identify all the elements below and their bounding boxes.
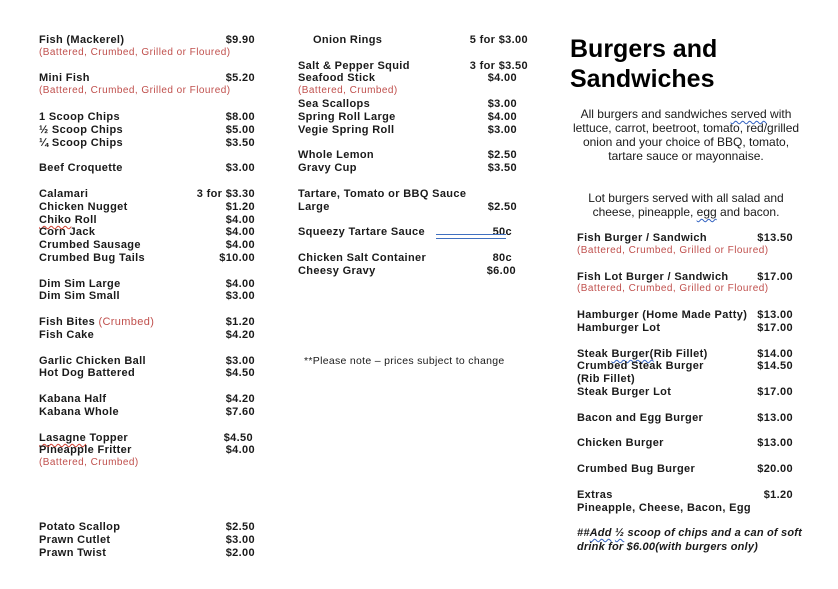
item-name: Tartare, Tomato or BBQ Sauce	[298, 188, 467, 200]
item-price: $5.00	[225, 124, 255, 136]
item-price: $9.90	[225, 34, 255, 46]
item-price: $13.50	[757, 232, 793, 244]
section-title-line-2: Sandwiches	[570, 65, 715, 93]
burger-intro-text	[570, 107, 802, 163]
promo-text-b: Add	[589, 527, 612, 539]
item-name: Sea Scallops	[298, 98, 371, 110]
item-price: $3.50	[487, 162, 517, 174]
item-price: $4.00	[225, 239, 255, 251]
item-price: $17.00	[757, 322, 793, 334]
spellcheck-word: Lasagne	[39, 432, 87, 444]
item-options: (Battered, Crumbed, Grilled or Floured)	[39, 85, 231, 96]
grammar-marker	[436, 234, 506, 239]
item-price: $3.00	[225, 534, 255, 546]
item-name: Kabana Half	[39, 393, 107, 405]
item-price: $13.00	[757, 437, 793, 449]
promo-text-d: ½	[614, 527, 625, 539]
section-title	[570, 34, 717, 94]
item-name: Prawn Cutlet	[39, 534, 111, 546]
item-name: Fish Lot Burger / Sandwich	[577, 271, 729, 283]
item-price: $14.00	[757, 348, 793, 360]
item-name: Hamburger Lot	[577, 322, 661, 334]
item-name: Calamari	[39, 188, 89, 200]
item-price: 50c	[492, 226, 512, 238]
item-name: Spring Roll Large	[298, 111, 396, 123]
item-name: Prawn Twist	[39, 547, 107, 559]
item-name-rest: Topper	[86, 432, 129, 444]
item-price: $6.00	[486, 265, 516, 277]
item-name: Crumbed Bug Tails	[39, 252, 145, 264]
item-name: Salt & Pepper Squid	[298, 60, 410, 72]
item-name: (Rib Fillet)	[577, 373, 635, 385]
item-price: $20.00	[757, 463, 793, 475]
item-name: Garlic Chicken Ball	[39, 355, 146, 367]
item-name-text: Fish Bites	[39, 316, 96, 328]
item-price: $4.00	[225, 226, 255, 238]
item-name: Corn Jack	[39, 226, 96, 238]
item-name: Kabana Whole	[39, 406, 119, 418]
item-name: Mini Fish	[39, 72, 90, 84]
price-disclaimer: **Please note – prices subject to change	[304, 355, 505, 367]
item-name: ¼ Scoop Chips	[39, 137, 124, 149]
item-price: $3.00	[225, 290, 255, 302]
intro-text-c: with lettuce, carrot, beetroot, tomato, red/grilled onion and your choice of BBQ, tomato, tartare sauce or mayonnaise.	[572, 107, 800, 163]
item-price: $5.20	[225, 72, 255, 84]
item-name: Extras	[577, 489, 613, 501]
item-price: $7.60	[225, 406, 255, 418]
item-price: $13.00	[757, 412, 793, 424]
item-name: ½ Scoop Chips	[39, 124, 124, 136]
item-price: $4.00	[487, 72, 517, 84]
item-options: (Crumbed)	[98, 316, 155, 328]
item-price: $4.00	[225, 444, 255, 456]
item-name: Bacon and Egg Burger	[577, 412, 704, 424]
promo-text-e: scoop of chips and a can of soft drink for $6.00(with burgers only)	[577, 527, 802, 553]
item-options: (Battered, Crumbed)	[298, 85, 398, 96]
item-name: Chicken Nugget	[39, 201, 128, 213]
item-name: Crumbed Steak Burger	[577, 360, 704, 372]
item-name: Large	[298, 201, 330, 213]
item-price: $4.50	[223, 432, 253, 444]
item-name: Fish Cake	[39, 329, 95, 341]
lot-text-b: egg	[696, 205, 717, 219]
item-name: Vegie Spring Roll	[298, 124, 395, 136]
item-price: $4.50	[225, 367, 255, 379]
item-price: $1.20	[225, 201, 255, 213]
item-price: $17.00	[757, 271, 793, 283]
item-name: Dim Sim Small	[39, 290, 120, 302]
item-name-a: Steak	[577, 348, 612, 360]
item-name: Dim Sim Large	[39, 278, 121, 290]
item-name-b: Burger(	[611, 348, 654, 360]
item-price: $17.00	[757, 386, 793, 398]
item-options: (Battered, Crumbed, Grilled or Floured)	[39, 47, 231, 58]
item-options: (Battered, Crumbed, Grilled or Floured)	[577, 245, 769, 256]
item-price: 80c	[492, 252, 512, 264]
item-name: Onion Rings	[313, 34, 383, 46]
section-title-line-1: Burgers and	[570, 35, 718, 63]
spellcheck-word: Chiko	[39, 214, 72, 226]
item-price: $4.00	[225, 214, 255, 226]
item-name: Hot Dog Battered	[39, 367, 136, 379]
item-name: Potato Scallop	[39, 521, 121, 533]
item-name: Beef Croquette	[39, 162, 123, 174]
item-price: $4.00	[487, 111, 517, 123]
intro-text-a: All burgers and sandwiches	[580, 107, 731, 121]
item-price: $3.00	[225, 355, 255, 367]
item-name: 1 Scoop Chips	[39, 111, 120, 123]
item-name: Pineapple Fritter	[39, 444, 132, 456]
item-name: Gravy Cup	[298, 162, 357, 174]
lot-burger-text	[570, 191, 802, 219]
item-price: $8.00	[225, 111, 255, 123]
item-name: Fish Burger / Sandwich	[577, 232, 707, 244]
item-price: $13.00	[757, 309, 793, 321]
item-options: (Battered, Crumbed)	[39, 457, 139, 468]
item-name: Chicken Burger	[577, 437, 664, 449]
item-name: Whole Lemon	[298, 149, 374, 161]
item-name: Crumbed Sausage	[39, 239, 141, 251]
chips-drink-promo	[577, 526, 802, 554]
item-name: Hamburger (Home Made Patty)	[577, 309, 748, 321]
item-price: $10.00	[219, 252, 255, 264]
item-price: $3.50	[225, 137, 255, 149]
item-options: (Battered, Crumbed, Grilled or Floured)	[577, 283, 769, 294]
item-name-rest: Roll	[71, 214, 97, 226]
item-name	[39, 316, 154, 329]
lot-text-a: Lot burgers served with all salad and cheese, pineapple,	[588, 191, 784, 219]
item-price: $14.50	[757, 360, 793, 372]
item-price: $3.00	[487, 98, 517, 110]
item-price: 5 for $3.00	[469, 34, 528, 46]
item-name: Fish (Mackerel)	[39, 34, 125, 46]
item-name: Pineapple, Cheese, Bacon, Egg	[577, 502, 751, 514]
item-price: $2.00	[225, 547, 255, 559]
item-name-c: Rib Fillet)	[653, 348, 708, 360]
item-name: Seafood Stick	[298, 72, 376, 84]
item-price: $1.20	[763, 489, 793, 501]
item-price: $3.00	[225, 162, 255, 174]
item-price: $1.20	[225, 316, 255, 328]
promo-text-a: ##	[577, 527, 590, 539]
item-price: $2.50	[487, 149, 517, 161]
item-price: 3 for $3.50	[469, 60, 528, 72]
lot-text-c: and bacon.	[716, 205, 780, 219]
item-name: Cheesy Gravy	[298, 265, 376, 277]
intro-text-b: served	[730, 107, 767, 121]
item-name: Steak Burger Lot	[577, 386, 672, 398]
item-name: Chicken Salt Container	[298, 252, 427, 264]
item-name: Crumbed Bug Burger	[577, 463, 696, 475]
item-price: $4.20	[225, 393, 255, 405]
item-price: $2.50	[487, 201, 517, 213]
item-price: $4.00	[225, 278, 255, 290]
item-name: Squeezy Tartare Sauce	[298, 226, 425, 238]
item-price: $3.00	[487, 124, 517, 136]
item-price: $2.50	[225, 521, 255, 533]
item-price: 3 for $3.30	[196, 188, 255, 200]
item-price: $4.20	[225, 329, 255, 341]
